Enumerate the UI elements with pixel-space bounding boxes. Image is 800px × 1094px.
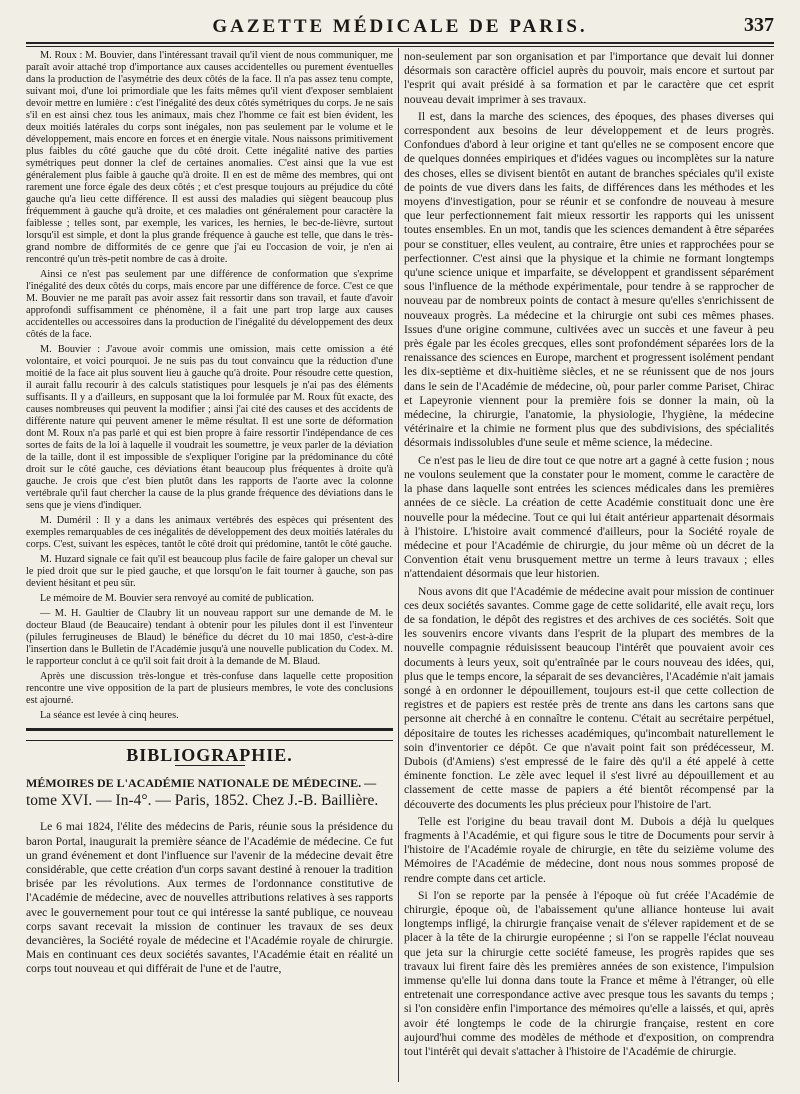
running-title: GAZETTE MÉDICALE DE PARIS. bbox=[212, 16, 588, 37]
heading-rule bbox=[175, 765, 245, 766]
paragraph-seance-levee: La séance est levée à cinq heures. bbox=[40, 710, 179, 721]
paragraph-academie-chirurgie: Si l'on se reporte par la pensée à l'époque où fut créée l'Académie de chirurgie, époque où, de l'abaissement qu'une alliance honteuse lui avait longtemps infligé, la chirurgie française venait de s'élever rapidement et de se placer à la tête de la chirurgie européenne ; si l'on se rappelle l'éclat nouveau que jeta sur la chirurgie cette société fameuse, les progrès rapides que ses travaux lui firent faire dès les premières années de son existence, l'impulsion immense qu'elle lui donna dans toute la France et même à l'étranger, où elle entretenait une correspondance active avec presque tous les savants du temps ; si l'on considère enfin l'importance des mémoires qu'elle a laissés, et qui, après avoir été longtemps le code de la chirurgie française, restent en core aujourd'hui comme des modèles de méthode et d'exposition, on comprendra tout l'intérêt qui devait s'attacher à l'histoire de l'Académie de chirurgie. bbox=[404, 888, 774, 1059]
paragraph-continuation: non-seulement par son organisation et par l'importance que devait lui donner désormais son caractère officiel auprès du pouvoir, mais encore et surtout par l'esprit qui avait présidé à sa formation et par le caractère que cet esprit nouveau devait imprimer à ses travaux. bbox=[404, 50, 774, 106]
book-title-block bbox=[26, 776, 393, 810]
page-number: 337 bbox=[744, 14, 774, 36]
paragraph-roux-cont: Ainsi ce n'est pas seulement par une différence de conformation que s'exprime l'inégalité des deux côtés du corps, mais encore par une différence de force. C'est ce que M. Bouvier ne me paraît pas avoir assez fait ressortir dans son travail, et faute d'avoir approfondi suffisamment ce phénomène, il a fait une part trop large aux causes accidentelles ou accessoires dans la production de l'inégalité du développement des deux côtés de la face. bbox=[26, 269, 393, 340]
paragraph-bouvier: M. Bouvier : J'avoue avoir commis une omission, mais cette omission a été volontaire, et voici pourquoi. Je ne suis pas du tout convaincu que la réduction d'une moitié de la face ait plus souvent lieu à gauche qu'à droite. Pour résoudre cette question, il aurait fallu recourir à des calculs statistiques pour lesquels je n'ai pas des éléments suffisants. Il y a d'ailleurs, en supposant que la loi formulée par M. Roux fût exacte, des causes nombreuses qui peuvent la modifier ; ainsi j'ai cité des causes et des accidents de différente nature qui peuvent amener le même résultat. Il est une sorte de déformation dont M. Roux n'a pas parlé et qui est bien propre à faire ressortir l'indépendance de ces sortes de faits de la loi à laquelle il voudrait les soumettre, je veux parler de la déviation de la taille, dont il est impossible de s'expliquer l'origine par la prédominance du côté droit sur le côté gauche, ces déviations étant beaucoup plus fréquentes à droite qu'à gauche. Je crois que c'est bien plutôt dans les rapports de l'aorte avec la colonne vertébrale qu'il faut chercher la cause de la plus grande fréquence des déviations dans le sens que je viens d'indiquer. bbox=[26, 344, 393, 511]
left-column bbox=[26, 50, 393, 1082]
page-header bbox=[26, 10, 774, 44]
paragraph-fusion: Ce n'est pas le lieu de dire tout ce que notre art a gagné à cette fusion ; nous ne voulons seulement que la constater pour le moment, comme le caractère de la phase dans laquelle sont entrées les sciences médicales dans les premières années de ce siècle. La création de cette Académie constituait donc une ère nouvelle pour la médecine. Tout ce qui lui était antérieur appartenait désormais à l'histoire. L'histoire avait commencé d'ailleurs, pour la Société royale de médecine et pour l'Académie de chirurgie, du jour même où un décret de la Convention était venu brusquement mettre un terme à leurs travaux ; elles n'attendaient désormais que leur historien. bbox=[404, 453, 774, 581]
paragraph-memoire-renvoye: Le mémoire de M. Bouvier sera renvoyé au comité de publication. bbox=[40, 593, 314, 604]
bibliography-heading: BIBLIOGRAPHIE. bbox=[126, 745, 293, 765]
column-divider bbox=[398, 48, 399, 1082]
paragraph-phases-sciences: Il est, dans la marche des sciences, des époques, des phases diverses qui correspondent aux besoins de leur développement et de leurs progrès. Confondues d'abord à leur origine et tant qu'elles ne se composent encore que de quelques données empiriques et d'idées vagues ou incomplètes sur la nature des choses, elles se divisent bientôt en autant de branches spéciales qu'il existe de points de vue divers dans les faits, de différences dans les méthodes et les moyens d'investigation, pour se réunir et se confondre de nouveau à mesure que leur perfectionnement fait mieux ressortir les rapports qui les unissent toutes ensembles. En un mot, tandis que les sciences demandent à être séparées pour se constituer, elles veulent, au contraire, être unies et rapprochées pour se perfectionner. C'est ainsi que la physique et la chimie ne formant longtemps qu'une science unique et imparfaite, se développent et grandissent séparément sous l'influence de la méthode expérimentale, pour tendre à se rapprocher de nouveau par de nombreux points de contact à mesure qu'elles s'enrichissent de nouveaux progrès. La médecine et la chirurgie ont subi ces mêmes phases. Issues d'une origine commune, cultivées avec un succès et une faveur à peu près égale par les écoles grecques, elles sont profondément séparées lors de la renaissance des sciences en Europe, marchent et progressent isolément pendant les dix-septième et dix-huitième siècles, et ne se réunissent que de nos jours dans le sein de l'Académie de médecine, où, pour parler comme Pariset, Chirac et Lapeyronie viennent pour la première fois se donner la main, où la médecine, la chirurgie, l'anatomie, la physiologie, l'hygiène, la médecine vétérinaire et la chimie ne forment plus que des subdivisions, des spécialités désormais indissolubles d'une seule et même science, la médecine. bbox=[404, 109, 774, 450]
paragraph-bibliography: Le 6 mai 1824, l'élite des médecins de Paris, réunie sous la présidence du baron Portal, inaugurait la première séance de l'Académie de médecine. Ce fut un grand événement et dont l'influence sur l'avenir de la médecine devait être considérable, que cette création d'un corps savant destiné à renouer la tradition brisée par les révolutions. Aux termes de l'ordonnance constitutive de l'Académie de médecine, avec de nouvelles attributions relatives à ses rapports avec le gouvernement pour tout ce qui intéresse la santé publique, ce nouveau corps savant recevait la mission de continuer les travaux de ses deux devancières, la Société royale de médecine et l'Académie royale de chirurgie. Mais en continuant ces deux sociétés savantes, l'Académie était en réalité un corps tout nouveau et qui différait de l'une et de l'autre, bbox=[26, 820, 393, 976]
paragraph-huzard: M. Huzard signale ce fait qu'il est beaucoup plus facile de faire galoper un cheval sur le pied droit que sur le pied gauche, et que lorsqu'on le fait tourner à gauche, son pas devient hésitant et peu sûr. bbox=[26, 554, 393, 589]
paragraph-discussion: Après une discussion très-longue et très-confuse dans laquelle cette proposition rencontre une vive opposition de la part de plusieurs membres, le vote des conclusions est ajourné. bbox=[26, 671, 393, 706]
book-title: MÉMOIRES DE L'ACADÉMIE NATIONALE DE MÉDECINE. — bbox=[26, 776, 377, 791]
paragraph-dubois-travail: Telle est l'origine du beau travail dont M. Dubois a déjà lu quelques fragments à l'Académie, et qui figure sous le titre de Documents pour servir à l'histoire de l'Académie royale de chirurgie, en tête du seizième volume des Mémoires de l'Académie de médecine, dont nous nous sommes proposé de rendre compte dans cet article. bbox=[404, 814, 774, 885]
book-details: tome XVI. — In-4°. — Paris, 1852. Chez J.-B. Baillière. bbox=[26, 792, 379, 810]
paragraph-dumeril: M. Duméril : Il y a dans les animaux vertébrés des espèces qui présentent des exemples remarquables de ces inégalités de développement des deux moitiés latérales du corps. C'est, suivant les espèces, tantôt le côté droit qui prédomine, tantôt le côté gauche. bbox=[26, 515, 393, 550]
paragraph-roux: M. Roux : M. Bouvier, dans l'intéressant travail qu'il vient de nous communiquer, me paraît avoir attaché trop d'importance aux causes accidentelles ou purement éventuelles dans la production de l'asymétrie des deux côtés de la face. Il n'a pas assez tenu compte, suivant moi, d'une loi primordiale que les faits mêmes qu'il vient d'exposer semblaient devoir mettre en lumière : c'est l'inégalité des deux côtés symétriques du corps. Je ne sais s'il en est ainsi chez tous les animaux, mais chez l'homme ce fait est bien évident, les deux moitiés latérales du corps sont inégales, non pas seulement par le volume et le développement, mais encore en forces et en énergie vitale. Nous naissons primitivement plus faibles du côté gauche que du côté droit. Cette inégalité native des parties symétriques peut donner la clef de certaines anomalies. C'est ainsi que la vue est généralement plus faible à gauche qu'à droite. Il en est de même des membres, qui ont rarement une force égale des deux côtés ; et c'est presque toujours au préjudice du côté gauche qu'a lieu cette différence. Il est aussi des maladies qui siègent beaucoup plus fréquemment à gauche qu'à droite, et ces maladies ont généralement pour caractère la faiblesse ; telles sont, par exemple, les varices, les hernies, le bec-de-lièvre, surtout lorsqu'il est simple, et dont la plus grande fréquence à gauche est telle, que dans le très-grand nombre de difformités de ce genre que j'ai eu l'occasion de voir, je n'en ai rencontré qu'un très-petit nombre de cas à droite. bbox=[26, 50, 393, 265]
section-separator bbox=[26, 728, 393, 741]
paragraph-mission: Nous avons dit que l'Académie de médecine avait pour mission de continuer ces deux sociétés savantes. Comme gage de cette solidarité, elle avait reçu, lors de sa fondation, le dépôt des registres et des archives de ces sociétés. Soit que les souvenirs encore vivants dans l'esprit de la plupart des membres de la nouvelle compagnie réduisissent beaucoup l'intérêt que pouvaient avoir ces documents à leurs yeux, soit qu'entraînée par le cours nouveau des idées, qui, plus que le temps encore, la séparait de ses devancières, l'Académie n'ait jamais songé à en ordonner le dépouillement, toujours est-il que cette collection de registres et de papiers est restée près de trente ans dans les cartons sans que personne ait cherché à en connaître le contenu. C'était au secrétaire perpétuel, dépositaire de toutes les richesses académiques, qu'incombait naturellement le soin d'inventorier ce dépôt. Ce que n'avait point fait son prédécesseur, M. Dubois (d'Amiens) s'est empressé de le faire dès qu'il a été appelé à cette éminente fonction. Le zèle avec lequel il s'est livré au dépouillement et au classement de cette masse de papiers a été bientôt récompensé par la découverte des documents les plus précieux pour l'histoire de l'art. bbox=[404, 584, 774, 811]
paragraph-gaultier: — M. H. Gaultier de Claubry lit un nouveau rapport sur une demande de M. le docteur Blaud (de Beaucaire) tendant à obtenir pour les pilules dont il est l'inventeur (pilules ferrugineuses de Blaud) le bénéfice du décret du 10 mai 1850, c'est-à-dire l'insertion dans le Bulletin de l'Académie jusqu'à une nouvelle publication du Codex. M. le rapporteur conclut à ce qu'il soit fait droit à la demande de M. Blaud. bbox=[26, 608, 393, 667]
right-column bbox=[404, 50, 774, 1082]
